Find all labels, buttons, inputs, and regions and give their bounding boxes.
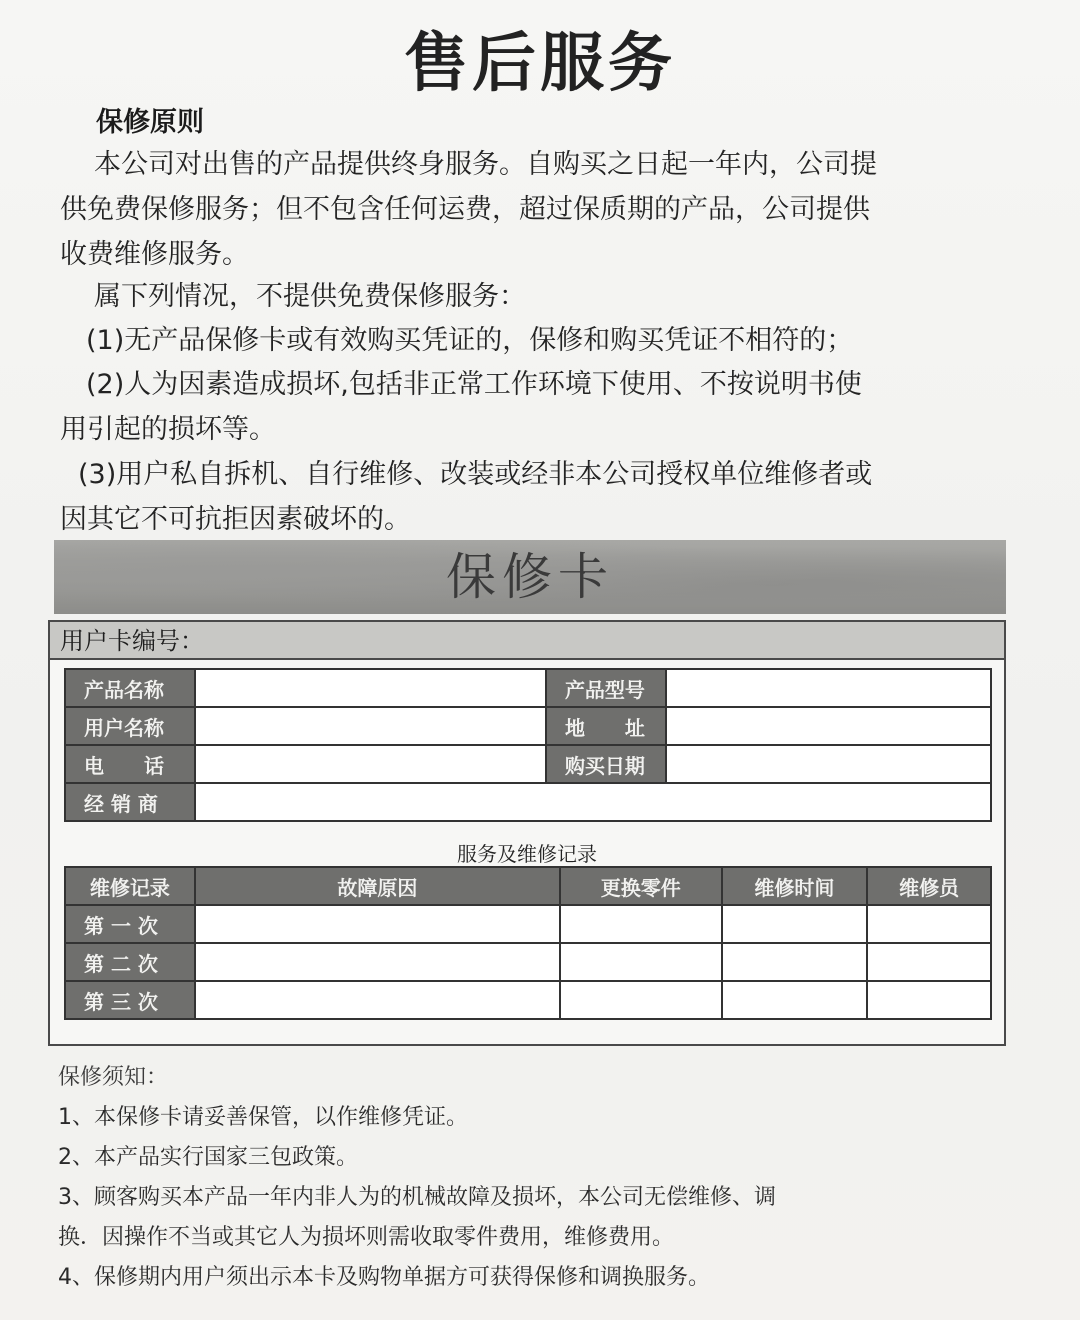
exclusions-intro-text: 属下列情况，不提供免费保修服务： [94, 281, 526, 312]
record-row-label: 第 二 次 [65, 943, 195, 981]
user-name-label-text: 用户名称 [84, 715, 164, 740]
warranty-card [48, 620, 1006, 1046]
exclusion-1 [60, 318, 1020, 363]
fault-cause-cell[interactable] [195, 981, 560, 1019]
notes-title: 保修须知： [58, 1065, 169, 1090]
technician-cell[interactable] [867, 905, 991, 943]
note-item-4: 4、保修期内用户须出示本卡及购物单据方可获得保修和调换服务。 [58, 1265, 710, 1290]
repair-records-table [64, 866, 992, 1020]
exclusion-3 [60, 452, 1020, 542]
exclusion-2 [60, 362, 1020, 452]
fault-cause-cell[interactable] [195, 943, 560, 981]
user-name-field[interactable] [195, 707, 546, 745]
principle-line-2: 供免费保修服务；但不包含任何运费，超过保质期的产品，公司提供 [60, 194, 870, 225]
col-header-repair-time: 维修时间 [722, 867, 868, 905]
table-row [65, 783, 991, 821]
principle-line-3: 收费维修服务。 [60, 239, 249, 270]
col-header-technician: 维修员 [867, 867, 991, 905]
replaced-parts-cell[interactable] [560, 981, 722, 1019]
principle-heading: 保修原则 [96, 107, 204, 138]
fault-cause-cell[interactable] [195, 905, 560, 943]
note-item-2: 2、本产品实行国家三包政策。 [58, 1145, 358, 1170]
repair-time-cell[interactable] [722, 905, 868, 943]
purchase-date-label-text: 购买日期 [564, 753, 645, 778]
table-header-row [65, 867, 991, 905]
note-item-1: 1、本保修卡请妥善保管，以作维修凭证。 [58, 1105, 468, 1130]
customer-info-table [64, 668, 992, 822]
replaced-parts-cell[interactable] [560, 905, 722, 943]
address-label [546, 707, 666, 745]
col-header-record: 维修记录 [65, 867, 195, 905]
exclusion-3-line-1: (3)用户私自拆机、自行维修、改装或经非本公司授权单位维修者或 [78, 459, 873, 490]
note-item-3-line-2: 换．因操作不当或其它人为损坏则需收取零件费用，维修费用。 [58, 1225, 675, 1250]
principle-line-1: 本公司对出售的产品提供终身服务。自购买之日起一年内，公司提 [94, 149, 877, 180]
dealer-label [65, 783, 195, 821]
technician-cell[interactable] [867, 943, 991, 981]
table-row [65, 943, 991, 981]
purchase-date-field[interactable] [666, 745, 991, 783]
product-name-label-text: 产品名称 [84, 677, 164, 702]
dealer-field[interactable] [195, 783, 991, 821]
record-row-label: 第 三 次 [65, 981, 195, 1019]
user-name-label [65, 707, 195, 745]
product-name-field[interactable] [195, 669, 546, 707]
exclusions-intro [60, 274, 1020, 319]
table-row [65, 745, 991, 783]
warranty-notes [58, 1058, 1038, 1298]
dealer-label-text: 经 销 商 [84, 791, 158, 816]
page-title: 售后服务 [404, 27, 676, 101]
exclusion-2-line-1: (2)人为因素造成损坏,包括非正常工作环境下使用、不按说明书使 [86, 369, 862, 400]
phone-label [65, 745, 195, 783]
address-label-text: 地 址 [564, 715, 645, 740]
product-model-label-text: 产品型号 [564, 677, 645, 702]
product-model-label [546, 669, 666, 707]
col-header-fault-cause: 故障原因 [195, 867, 560, 905]
table-row [65, 905, 991, 943]
repair-time-cell[interactable] [722, 943, 868, 981]
warranty-card-banner: 保修卡 [54, 540, 1006, 614]
phone-field[interactable] [195, 745, 546, 783]
purchase-date-label [546, 745, 666, 783]
table-row [65, 981, 991, 1019]
table-row [65, 707, 991, 745]
note-item-3-line-1: 3、顾客购买本产品一年内非人为的机械故障及损坏，本公司无偿维修、调 [58, 1185, 776, 1210]
records-title: 服务及维修记录 [457, 842, 597, 866]
product-name-label [65, 669, 195, 707]
card-number-label: 用户卡编号： [50, 622, 1004, 660]
technician-cell[interactable] [867, 981, 991, 1019]
replaced-parts-cell[interactable] [560, 943, 722, 981]
address-field[interactable] [666, 707, 991, 745]
col-header-replaced-parts: 更换零件 [560, 867, 722, 905]
repair-time-cell[interactable] [722, 981, 868, 1019]
exclusion-2-line-2: 用引起的损坏等。 [60, 414, 276, 445]
exclusion-1-text: (1)无产品保修卡或有效购买凭证的，保修和购买凭证不相符的； [86, 325, 854, 356]
phone-label-text: 电 话 [84, 753, 164, 778]
product-model-field[interactable] [666, 669, 991, 707]
exclusion-3-line-2: 因其它不可抗拒因素破坏的。 [60, 504, 411, 535]
table-row [65, 669, 991, 707]
record-row-label: 第 一 次 [65, 905, 195, 943]
principle-paragraph [60, 142, 1020, 277]
